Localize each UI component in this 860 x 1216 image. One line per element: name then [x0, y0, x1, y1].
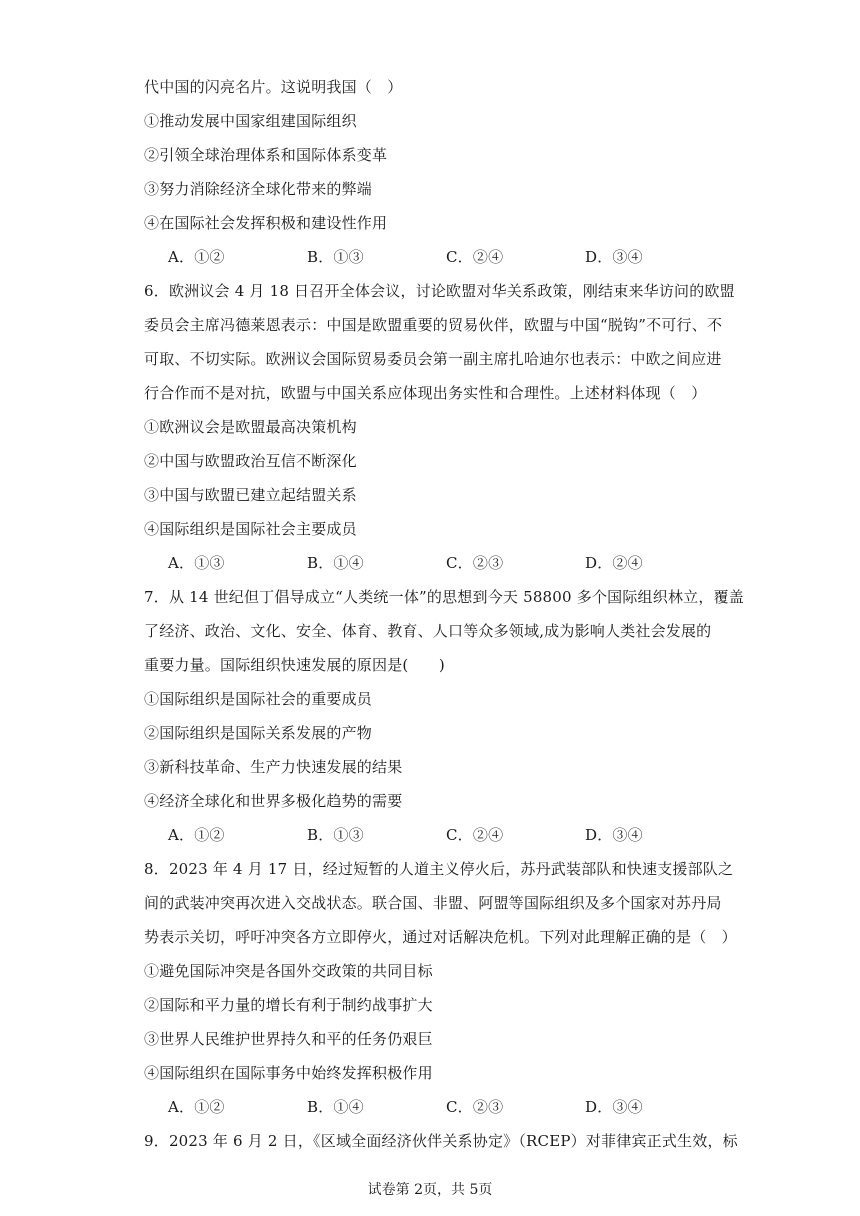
q5-option-a: A．①②: [168, 248, 225, 266]
q8-item-4: ④国际组织在国际事务中始终发挥积极作用: [144, 1064, 433, 1082]
page-footer: 试卷第 2页，共 5页: [367, 1182, 493, 1198]
q6-stem-line-1: 6．欧洲议会 4 月 18 日召开全体会议，讨论欧盟对华关系政策，刚结束来华访问的欧盟: [144, 282, 735, 300]
q8-item-2: ②国际和平力量的增长有利于制约战事扩大: [144, 996, 433, 1014]
q5-option-d: D．③④: [585, 248, 643, 266]
q6-stem-line-2: 委员会主席冯德莱恩表示：中国是欧盟重要的贸易伙伴，欧盟与中国“脱钩”不可行、不: [144, 316, 723, 334]
q6-option-d: D．②④: [585, 554, 643, 572]
q5-item-1: ①推动发展中国家组建国际组织: [144, 112, 357, 130]
q5-options: [144, 240, 724, 274]
q8-options: [144, 1090, 724, 1124]
q7-item-2: ②国际组织是国际关系发展的产物: [144, 724, 373, 742]
q8-stem-line-1: 8．2023 年 4 月 17 日，经过短暂的人道主义停火后，苏丹武装部队和快速支援部队之: [144, 860, 734, 878]
exam-content: [144, 70, 744, 1158]
q7-option-c: C．②④: [446, 826, 504, 844]
q6-options: [144, 546, 724, 580]
q7-stem-line-2: 了经济、政治、文化、安全、体育、教育、人口等众多领域,成为影响人类社会发展的: [144, 622, 712, 640]
q7-stem-line-1: 7．从 14 世纪但丁倡导成立“人类统一体”的思想到今天 58800 多个国际组织林立，覆盖: [144, 588, 744, 606]
q7-option-b: B．①③: [307, 826, 364, 844]
q6-item-3: ③中国与欧盟已建立起结盟关系: [144, 486, 357, 504]
q8-option-d: D．③④: [585, 1098, 643, 1116]
q8-stem-line-3: 势表示关切，呼吁冲突各方立即停火，通过对话解决危机。下列对此理解正确的是（ ）: [144, 928, 737, 946]
q5-item-2: ②引领全球治理体系和国际体系变革: [144, 146, 388, 164]
q8-stem-line-2: 间的武装冲突再次进入交战状态。联合国、非盟、阿盟等国际组织及多个国家对苏丹局: [144, 894, 722, 912]
q8-option-a: A．①②: [168, 1098, 225, 1116]
q7-item-3: ③新科技革命、生产力快速发展的结果: [144, 758, 403, 776]
q7-stem-line-3: 重要力量。国际组织快速发展的原因是( ): [144, 656, 445, 674]
q7-item-4: ④经济全球化和世界多极化趋势的需要: [144, 792, 403, 810]
q7-option-a: A．①②: [168, 826, 225, 844]
q8-option-b: B．①④: [307, 1098, 364, 1116]
q5-item-3: ③努力消除经济全球化带来的弊端: [144, 180, 373, 198]
q6-option-a: A．①③: [168, 554, 225, 572]
q8-option-c: C．②③: [446, 1098, 504, 1116]
q8-item-1: ①避免国际冲突是各国外交政策的共同目标: [144, 962, 433, 980]
q8-item-3: ③世界人民维护世界持久和平的任务仍艰巨: [144, 1030, 433, 1048]
q5-item-4: ④在国际社会发挥积极和建设性作用: [144, 214, 388, 232]
q6-item-1: ①欧洲议会是欧盟最高决策机构: [144, 418, 357, 436]
q6-item-4: ④国际组织是国际社会主要成员: [144, 520, 357, 538]
q7-option-d: D．③④: [585, 826, 643, 844]
q5-option-b: B．①③: [307, 248, 364, 266]
q6-stem-line-3: 可取、不切实际。欧洲议会国际贸易委员会第一副主席扎哈迪尔也表示：中欧之间应进: [144, 350, 722, 368]
q5-option-c: C．②④: [446, 248, 504, 266]
q7-options: [144, 818, 724, 852]
q6-stem-line-4: 行合作而不是对抗，欧盟与中国关系应体现出务实性和合理性。上述材料体现（ ）: [144, 384, 707, 402]
q7-item-1: ①国际组织是国际社会的重要成员: [144, 690, 373, 708]
q9-stem-line-1: 9．2023 年 6 月 2 日，《区域全面经济伙伴关系协定》（RCEP）对菲律宾正式生效，标: [144, 1132, 738, 1150]
q6-option-c: C．②③: [446, 554, 504, 572]
q6-item-2: ②中国与欧盟政治互信不断深化: [144, 452, 357, 470]
q5-stem-tail: 代中国的闪亮名片。这说明我国（ ）: [144, 78, 403, 96]
q6-option-b: B．①④: [307, 554, 364, 572]
